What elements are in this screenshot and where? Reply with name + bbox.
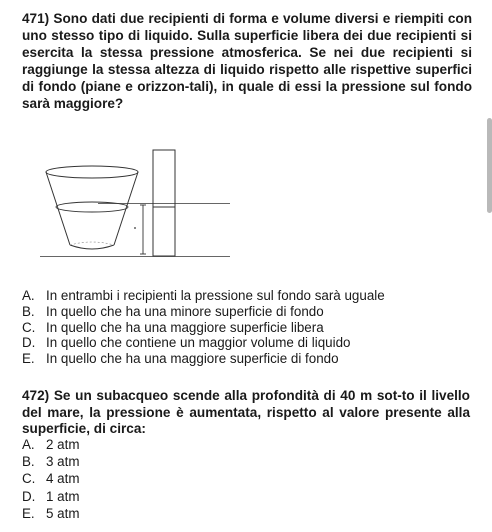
option-letter: E. (22, 505, 35, 521)
scrollbar-thumb[interactable] (487, 118, 492, 213)
option-b[interactable] (22, 453, 80, 470)
option-text: In entrambi i recipienti la pressione sul fondo sarà uguale (46, 288, 385, 303)
option-e[interactable] (22, 505, 80, 522)
question-471-options (22, 288, 385, 367)
option-d[interactable] (22, 335, 385, 351)
cylinder-body (153, 150, 175, 256)
option-text: 4 atm (46, 471, 80, 487)
cone-liquid-surface (56, 202, 128, 212)
option-letter: D. (22, 335, 36, 351)
question-471-text: 471) Sono dati due recipienti di forma e volume diversi e riempiti con uno stesso tipo di liquido. Sulla superficie libera dei due recipienti si esercita la stessa pressione atmosferica. Se nei due recipienti si raggiunge la stessa altezza di liquido rispetto alle rispettive superfici di fondo (piane e orizzon-tali), in quale di essi la pressione sul fondo sarà maggiore? (22, 11, 472, 111)
containers-figure (40, 145, 240, 263)
option-text: 5 atm (46, 505, 80, 521)
option-b[interactable] (22, 304, 385, 320)
option-text: In quello che ha una maggiore superficie di fondo (46, 351, 339, 367)
question-472-options (22, 436, 80, 522)
option-text: 1 atm (46, 488, 80, 504)
option-text: In quello che ha una maggiore superficie libera (46, 319, 324, 335)
option-letter: B. (22, 303, 35, 319)
option-letter: B. (22, 454, 35, 470)
option-e[interactable] (22, 351, 385, 367)
option-d[interactable] (22, 488, 80, 505)
option-a[interactable] (22, 288, 385, 304)
cone-top-rim (46, 166, 138, 178)
question-472-text: 472) Se un subacqueo scende alla profondità di 40 m sot-to il livello del mare, la pressione è aumentata, rispetto al valore presente alla superficie, di circa: (22, 388, 470, 436)
option-letter: E. (22, 351, 35, 367)
option-text: 3 atm (46, 454, 80, 470)
option-a[interactable] (22, 436, 80, 453)
option-letter: C. (22, 319, 36, 335)
cone-bottom-back (70, 242, 114, 245)
option-letter: C. (22, 471, 36, 487)
option-text: In quello che ha una minore superficie di fondo (46, 303, 324, 319)
option-c[interactable] (22, 470, 80, 487)
option-letter: D. (22, 488, 36, 504)
marker-dot (134, 227, 136, 229)
option-c[interactable] (22, 320, 385, 336)
option-text: In quello che contiene un maggior volume di liquido (46, 335, 351, 351)
option-text: 2 atm (46, 437, 80, 452)
option-letter: A. (22, 288, 35, 303)
option-letter: A. (22, 437, 35, 452)
cone-bottom (70, 245, 114, 249)
